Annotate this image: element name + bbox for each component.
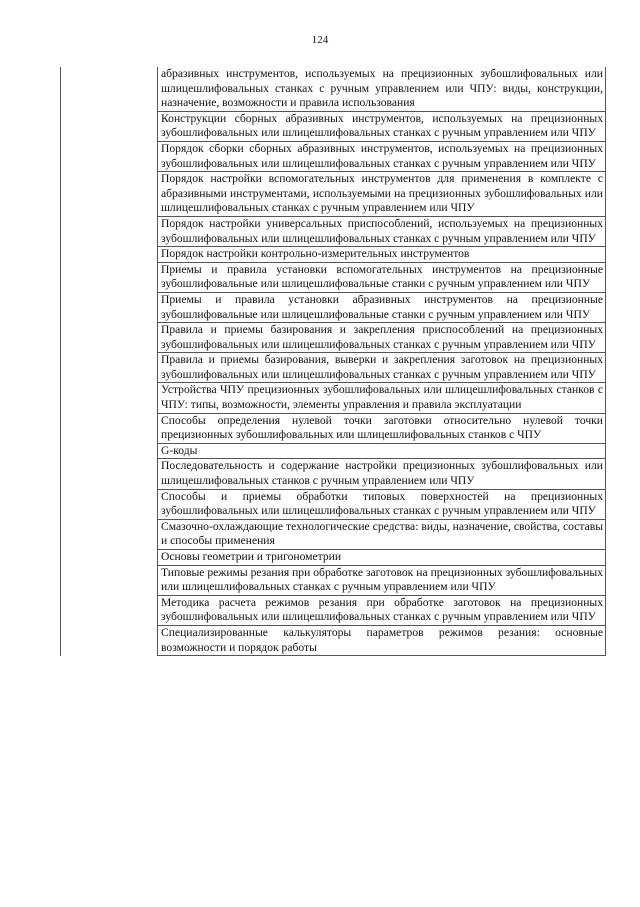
table-cell: Приемы и правила установки абразивных инструментов на прецизионные зубошлифовальные или шлицешлифовальные станки с ручным управлением или ЧПУ: [158, 292, 606, 322]
table-cell: Порядок настройки контрольно-измерительных инструментов: [158, 247, 606, 263]
table-cell: Устройства ЧПУ прецизионных зубошлифовальных или шлицешлифовальных станков с ЧПУ: типы, возможности, элементы управления и правила эксплуатации: [158, 383, 606, 413]
table-cell: Правила и приемы базирования, выверки и закрепления заготовок на прецизионных зубошлифовальных или шлицешлифовальных станках с ручным управлением или ЧПУ: [158, 353, 606, 383]
left-column-cell: [61, 67, 158, 656]
table-cell: Типовые режимы резания при обработке заготовок на прецизионных зубошлифовальных или шлицешлифовальных станках с ручным управлением или ЧПУ: [158, 565, 606, 595]
table-cell: Правила и приемы базирования и закрепления приспособлений на прецизионных зубошлифовальных или шлицешлифовальных станках с ручным управлением или ЧПУ: [158, 323, 606, 353]
table-cell: Смазочно-охлаждающие технологические средства: виды, назначение, свойства, составы и способы применения: [158, 519, 606, 549]
table-row: [61, 67, 606, 111]
table-cell: G-коды: [158, 443, 606, 459]
table-cell: Специализированные калькуляторы параметров режимов резания: основные возможности и порядок работы: [158, 625, 606, 655]
table-cell: Порядок настройки универсальных приспособлений, используемых на прецизионных зубошлифовальных или шлицешлифовальных станках с ручным управлением или ЧПУ: [158, 216, 606, 246]
table-cell: Порядок сборки сборных абразивных инструментов, используемых на прецизионных зубошлифовальных или шлицешлифовальных станках с ручным управлением или ЧПУ: [158, 141, 606, 171]
table-cell: Конструкции сборных абразивных инструментов, используемых на прецизионных зубошлифовальных или шлицешлифовальных станках с ручным управлением или ЧПУ: [158, 111, 606, 141]
requirements-table: [60, 67, 606, 656]
table-cell: Основы геометрии и тригонометрии: [158, 550, 606, 566]
table-cell: Приемы и правила установки вспомогательных инструментов на прецизионные зубошлифовальные или шлицешлифовальные станки с ручным управлением или ЧПУ: [158, 262, 606, 292]
table-cell: абразивных инструментов, используемых на прецизионных зубошлифовальных или шлицешлифовальных станках с ручным управлением или ЧПУ: виды, конструкции, назначение, возможности и правила использования: [158, 67, 606, 111]
page-number: 124: [311, 34, 329, 46]
table-cell: Порядок настройки вспомогательных инструментов для применения в комплекте с абразивными инструментами, используемыми на прецизионных зубошлифовальных или шлицешлифовальных станках с ручным управлением или ЧПУ: [158, 172, 606, 217]
table-cell: Способы определения нулевой точки заготовки относительно нулевой точки прецизионных зубошлифовальных или шлицешлифовальных станков с ЧПУ: [158, 413, 606, 443]
table-cell: Последовательность и содержание настройки прецизионных зубошлифовальных или шлицешлифовальных станков с ручным управлением или ЧПУ: [158, 459, 606, 489]
table-cell: Способы и приемы обработки типовых поверхностей на прецизионных зубошлифовальных или шлицешлифовальных станках с ручным управлением или ЧПУ: [158, 489, 606, 519]
table-cell: Методика расчета режимов резания при обработке заготовок на прецизионных зубошлифовальных или шлицешлифовальных станках с ручным управлением или ЧПУ: [158, 595, 606, 625]
